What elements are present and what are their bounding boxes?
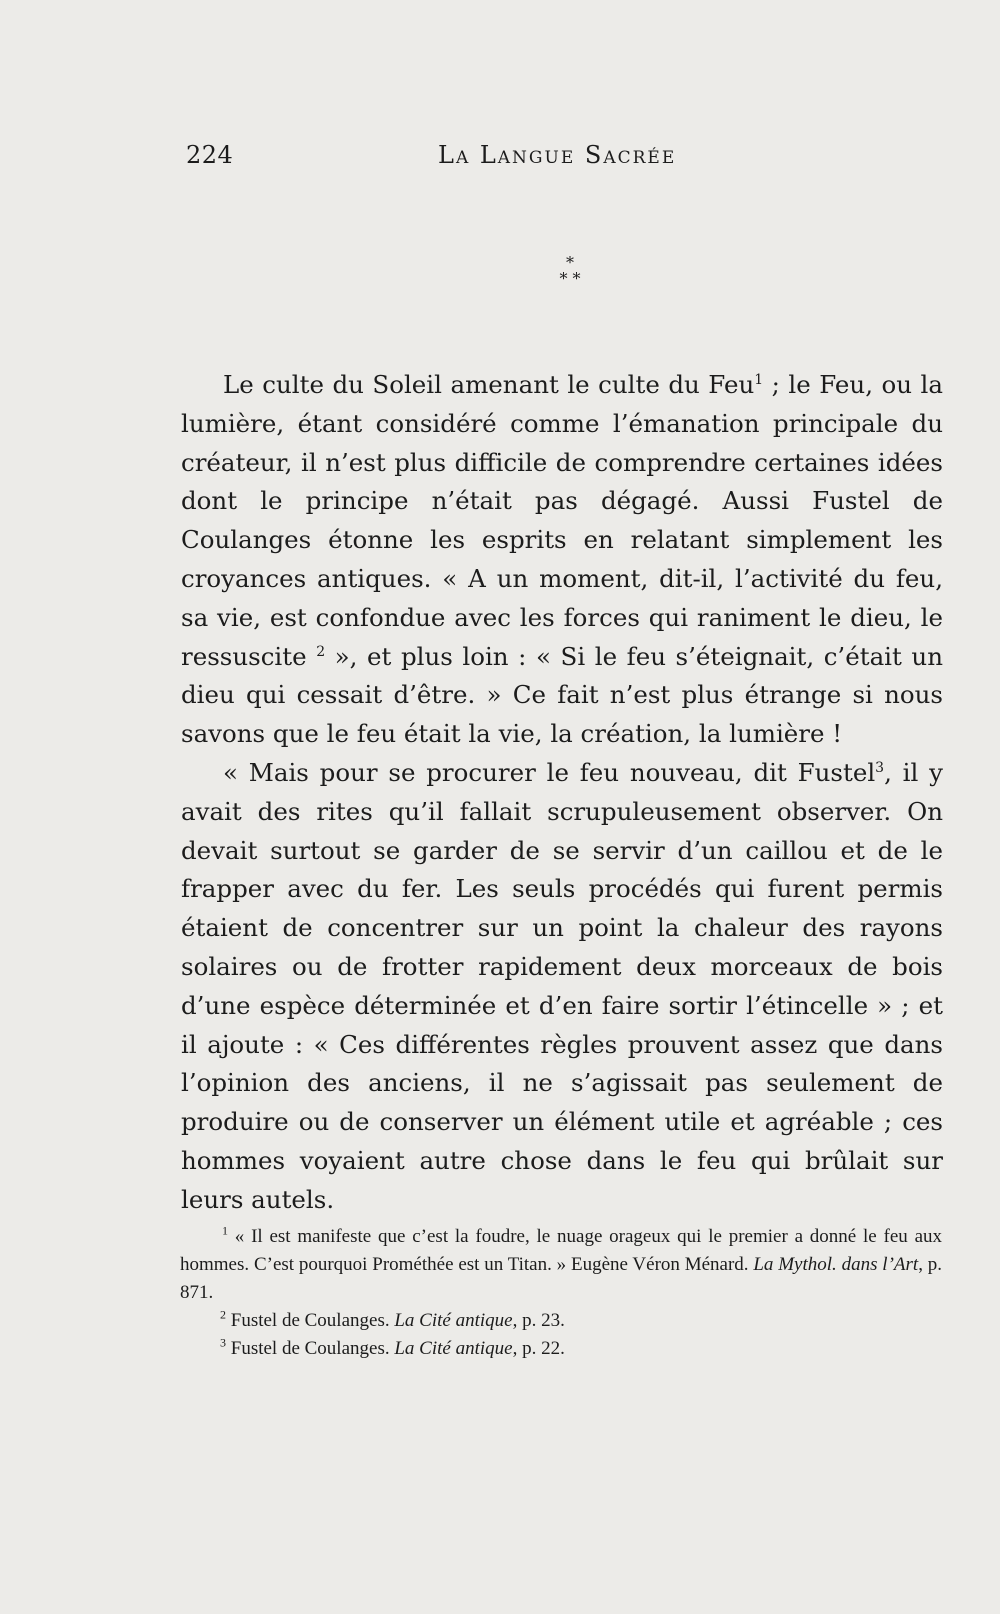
footnote [180, 1335, 942, 1363]
footnote-text: « Il est manifeste que c’est la foudre, le nuage orageux qui le premier a donné le feu aux hommes. C’est pourquoi Prométhée est un Titan. » Eugène Véron Ménard. [180, 1226, 942, 1275]
body-text [181, 366, 943, 1220]
paragraph-text: « Mais pour se procurer le feu nouveau, dit Fustel [223, 757, 876, 787]
footnotes [180, 1223, 942, 1363]
footnote-page: , p. 871. [180, 1254, 943, 1303]
footnote-ref: 2 [316, 643, 326, 660]
footnote-ref: 1 [754, 371, 764, 388]
page-number: 224 [186, 141, 234, 169]
separator-star-top: * [566, 253, 574, 272]
running-title: La Langue Sacrée [438, 141, 677, 169]
footnote-text: Fustel de Coulanges. [226, 1338, 395, 1359]
footnote [180, 1307, 942, 1335]
paragraph-text: , il y avait des rites qu’il fallait scrupuleusement observer. On devait surtout se garder de se servir d’un caillou et de le frapper avec du fer. Les seuls procédés qui furent permis étaient de concentrer sur un point la chaleur des rayons solaires ou de frotter rapidement deux morceaux de bois d’une espèce déterminée et d’en faire sortir l’étincelle » ; et il ajoute : « Ces différentes règles prouvent assez que dans l’opinion des anciens, il ne s’agissait pas seulement de produire ou de conserver un élément utile et agréable ; ces hommes voyaient autre chose dans le feu qui brûlait sur leurs autels. [181, 757, 943, 1214]
paragraph-text: », et plus loin : « Si le feu s’éteignait, c’était un dieu qui cessait d’être. » Ce fait n’est plus étrange si nous savons que le feu était la vie, la création, la lumière ! [181, 641, 943, 749]
footnote-marker: 1 [222, 1223, 228, 1238]
paragraph-text: ; le Feu, ou la lumière, étant considéré comme l’émanation principale du créateur, il n’est plus difficile de comprendre certaines idées dont le principe n’était pas dégagé. Aussi Fustel de Coulanges étonne les esprits en relatant simplement les croyances antiques. « A un moment, dit-il, l’activité du feu, sa vie, est confondue avec les forces qui raniment le dieu, le ressuscite [181, 370, 943, 671]
section-separator [540, 255, 600, 287]
paragraph [181, 366, 943, 754]
footnote-work: La Mythol. dans l’Art [753, 1254, 919, 1275]
paragraph [181, 754, 943, 1220]
paragraph-text: Le culte du Soleil amenant le culte du Feu [223, 370, 755, 399]
footnote-ref: 3 [875, 759, 885, 776]
footnote-work: La Cité antique [394, 1310, 513, 1331]
footnote-marker: 3 [220, 1335, 226, 1350]
footnote-text: Fustel de Coulanges. [226, 1310, 395, 1331]
footnote [180, 1223, 942, 1307]
footnote-page: , p. 22. [512, 1338, 565, 1359]
footnote-page: , p. 23. [512, 1310, 565, 1331]
page-header [186, 141, 951, 181]
separator-stars-bottom: * * [559, 269, 581, 288]
footnote-marker: 2 [220, 1307, 226, 1322]
footnote-work: La Cité antique [394, 1338, 513, 1359]
